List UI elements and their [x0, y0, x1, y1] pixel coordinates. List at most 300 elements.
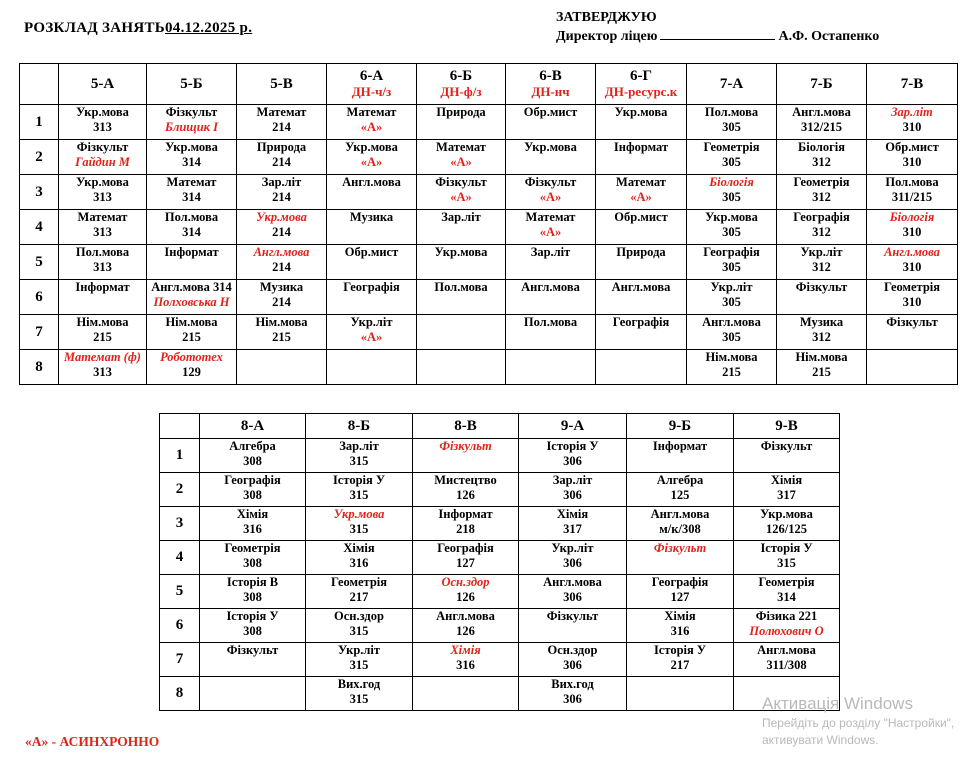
lesson-cell — [147, 315, 237, 350]
subject-name: Хімія — [236, 507, 269, 521]
room-or-teacher: 312 — [812, 155, 831, 169]
lesson-row — [20, 280, 958, 315]
lesson-cell — [519, 575, 627, 609]
subject-name: Укр.літ — [337, 643, 381, 657]
lesson-cell — [306, 677, 413, 711]
lesson-cell — [627, 643, 734, 677]
lesson-cell — [519, 541, 627, 575]
subject-name: Фізкульт — [760, 439, 813, 453]
subject-name: Зар.літ — [891, 105, 933, 119]
lesson-number: 5 — [160, 575, 200, 609]
lesson-number: 3 — [160, 507, 200, 541]
subject-name: Зар.літ — [261, 175, 302, 189]
lesson-cell — [506, 140, 596, 175]
subject-name: Географія — [612, 315, 670, 329]
lesson-cell — [506, 315, 596, 350]
subject-name: Інформат — [652, 439, 708, 453]
lesson-cell — [777, 280, 867, 315]
subject-name: Історія У — [653, 643, 707, 657]
lesson-cell — [734, 575, 840, 609]
room-or-teacher: 215 — [812, 365, 831, 379]
class-header — [734, 414, 840, 439]
lesson-cell — [519, 677, 627, 711]
subject-name: Математ — [256, 105, 307, 119]
approval-block — [556, 8, 879, 46]
lesson-cell — [327, 350, 417, 385]
subject-name: Інформат — [613, 140, 669, 154]
room-or-teacher: 315 — [349, 522, 369, 536]
class-label: 6-В — [539, 68, 562, 84]
lesson-cell — [627, 609, 734, 643]
room-or-teacher: 305 — [722, 225, 741, 239]
subject-name: Музика — [349, 210, 394, 224]
lesson-number: 4 — [160, 541, 200, 575]
subject-name: Нім.мова — [705, 350, 758, 364]
subject-name: Англ.мова — [521, 280, 580, 294]
subject-name: Фізкульт — [546, 609, 599, 623]
class-sublabel: ДН-ресурс.к — [604, 84, 678, 99]
lesson-cell — [417, 280, 506, 315]
lesson-cell — [413, 541, 519, 575]
room-or-teacher: 313 — [93, 190, 112, 204]
lesson-cell — [687, 280, 777, 315]
class-sublabel: ДН-ф/з — [440, 84, 482, 99]
watermark-line-2: активувати Windows. — [762, 733, 879, 747]
lesson-cell — [734, 507, 840, 541]
lesson-cell — [417, 210, 506, 245]
class-label: 6-Г — [629, 68, 653, 84]
lesson-cell — [734, 439, 840, 473]
lesson-cell — [237, 245, 327, 280]
subject-name: Фізика 221 — [755, 609, 818, 623]
subject-name: Вих.год — [337, 677, 381, 691]
lesson-row — [20, 140, 958, 175]
subject-name: Вих.год — [551, 677, 594, 691]
subject-name: Історія У — [332, 473, 386, 487]
subject-name: Англ.мова — [792, 105, 851, 119]
room-or-teacher: 312 — [812, 225, 831, 239]
subject-name: Математ — [525, 210, 576, 224]
subject-name: Осн.здор — [547, 643, 598, 657]
room-or-teacher: 315 — [349, 454, 369, 468]
room-or-teacher: 310 — [902, 155, 922, 169]
room-or-teacher: 127 — [670, 590, 690, 604]
watermark-title: Активація Windows — [762, 694, 913, 713]
subject-name: Алгебра — [229, 439, 276, 453]
room-or-teacher: 311/308 — [766, 658, 807, 672]
director-line — [556, 27, 879, 46]
subject-name: Географія — [793, 210, 850, 224]
class-label: 9-А — [560, 417, 585, 434]
lesson-cell — [147, 140, 237, 175]
subject-name: Обр.мист — [885, 140, 939, 154]
lesson-cell — [777, 140, 867, 175]
subject-name: Геометрія — [883, 280, 941, 294]
lesson-cell — [867, 350, 958, 385]
class-label: 6-А — [359, 68, 384, 84]
subject-name: Пол.мова — [885, 175, 939, 189]
subject-name: Фізкульт — [435, 175, 487, 189]
lesson-cell — [327, 280, 417, 315]
room-or-teacher: 214 — [272, 225, 291, 239]
lesson-number: 3 — [20, 175, 59, 210]
lesson-cell — [237, 280, 327, 315]
subject-name: Укр.літ — [350, 315, 393, 329]
subject-name: Мистецтво — [434, 473, 497, 487]
room-or-teacher: Полховська Н — [153, 295, 230, 309]
lesson-cell — [59, 280, 147, 315]
lesson-cell — [327, 175, 417, 210]
watermark-line-1: Перейдіть до розділу "Настройки", — [762, 716, 955, 730]
room-or-teacher: Блищик І — [165, 120, 218, 134]
corner-cell — [160, 414, 200, 439]
room-or-teacher: 305 — [722, 260, 741, 274]
subject-name: Англ.мова — [884, 245, 940, 259]
subject-name: Математ (ф) — [64, 350, 141, 364]
lesson-row — [160, 643, 840, 677]
room-or-teacher: Гайдин М — [75, 155, 130, 169]
subject-name: Хімія — [770, 473, 803, 487]
subject-name: Нім.мова — [165, 315, 218, 329]
subject-name: Математ — [166, 175, 217, 189]
class-label: 8-А — [240, 417, 265, 434]
lesson-cell — [734, 541, 840, 575]
lesson-cell — [237, 210, 327, 245]
subject-name: Нім.мова — [795, 350, 848, 364]
subject-name: Історія У — [546, 439, 599, 453]
lesson-cell — [306, 575, 413, 609]
director-name: А.Ф. Остапенко — [778, 29, 880, 44]
lesson-cell — [519, 473, 627, 507]
lesson-cell — [59, 245, 147, 280]
lesson-cell — [200, 541, 306, 575]
room-or-teacher: 308 — [243, 556, 262, 570]
lesson-cell — [627, 473, 734, 507]
approve-heading: ЗАТВЕРДЖУЮ — [556, 10, 657, 25]
room-or-teacher: 127 — [456, 556, 475, 570]
lesson-cell — [147, 105, 237, 140]
room-or-teacher: 314 — [777, 590, 796, 604]
lesson-cell — [777, 350, 867, 385]
lesson-cell — [306, 609, 413, 643]
lesson-cell — [596, 140, 687, 175]
class-header — [306, 414, 413, 439]
lesson-cell — [687, 210, 777, 245]
subject-name: Математ — [77, 210, 128, 224]
subject-name: Укр.мова — [76, 105, 129, 119]
lesson-cell — [596, 245, 687, 280]
legend-note: «А» - АСИНХРОННО — [25, 734, 160, 749]
room-or-teacher: 125 — [670, 488, 690, 502]
subject-name: Фізкульт — [76, 140, 129, 154]
subject-name: Геометрія — [703, 140, 760, 154]
subject-name: Математ — [436, 140, 486, 154]
page-title — [24, 20, 252, 37]
subject-name: Пол.мова — [704, 105, 759, 119]
room-or-teacher: 214 — [272, 260, 291, 274]
lesson-cell — [734, 609, 840, 643]
subject-name: Укр.мова — [333, 507, 385, 521]
subject-name: Фізкульт — [653, 541, 707, 555]
room-or-teacher: 313 — [93, 365, 112, 379]
lesson-row — [160, 473, 840, 507]
room-or-teacher: 217 — [670, 658, 690, 672]
lesson-cell — [417, 315, 506, 350]
room-or-teacher: «А» — [630, 190, 652, 204]
room-or-teacher: 308 — [243, 488, 262, 502]
lesson-cell — [687, 350, 777, 385]
lesson-cell — [237, 315, 327, 350]
subject-name: Історія У — [760, 541, 813, 555]
room-or-teacher: 316 — [456, 658, 475, 672]
room-or-teacher: 306 — [563, 454, 582, 468]
room-or-teacher: 215 — [272, 330, 291, 344]
lesson-cell — [627, 575, 734, 609]
room-or-teacher: 218 — [456, 522, 475, 536]
windows-activation-watermark — [762, 693, 954, 749]
subject-name: Математ — [616, 175, 666, 189]
class-label: 7-Б — [810, 76, 833, 92]
subject-name: Історія У — [226, 609, 279, 623]
room-or-teacher: 306 — [563, 590, 582, 604]
schedule-table-grades-8-9 — [159, 413, 840, 711]
lesson-cell — [59, 175, 147, 210]
subject-name: Обр.мист — [614, 210, 668, 224]
room-or-teacher: 214 — [272, 120, 291, 134]
subject-name: Укр.мова — [165, 140, 218, 154]
room-or-teacher: 313 — [93, 260, 112, 274]
class-label: 5-В — [270, 76, 293, 92]
room-or-teacher: 312 — [812, 330, 831, 344]
room-or-teacher: 315 — [349, 488, 369, 502]
lesson-cell — [506, 350, 596, 385]
subject-name: Укр.мова — [524, 140, 577, 154]
subject-name: Географія — [343, 280, 400, 294]
lesson-cell — [413, 507, 519, 541]
lesson-cell — [867, 105, 958, 140]
lesson-cell — [147, 210, 237, 245]
lesson-cell — [596, 350, 687, 385]
lesson-cell — [627, 439, 734, 473]
lesson-cell — [867, 280, 958, 315]
lesson-cell — [417, 175, 506, 210]
lesson-cell — [519, 439, 627, 473]
subject-name: Укр.мова — [705, 210, 758, 224]
lesson-number: 6 — [160, 609, 200, 643]
room-or-teacher: 310 — [902, 260, 922, 274]
lesson-cell — [147, 350, 237, 385]
lesson-row — [160, 609, 840, 643]
room-or-teacher: «А» — [539, 190, 562, 204]
room-or-teacher: «А» — [539, 225, 562, 239]
lesson-cell — [306, 541, 413, 575]
subject-name: Нім.мова — [255, 315, 308, 329]
lesson-cell — [506, 175, 596, 210]
class-label: 7-А — [719, 76, 744, 92]
lesson-cell — [417, 105, 506, 140]
class-label: 6-Б — [449, 68, 473, 84]
lesson-cell — [596, 175, 687, 210]
class-header — [237, 64, 327, 105]
lesson-row — [160, 677, 840, 711]
lesson-cell — [200, 643, 306, 677]
room-or-teacher: 310 — [902, 295, 922, 309]
lesson-cell — [59, 105, 147, 140]
subject-name: Фізкульт — [165, 105, 218, 119]
subject-name: Осн.здор — [441, 575, 490, 589]
room-or-teacher: 126 — [456, 590, 475, 604]
subject-name: Геометрія — [758, 575, 815, 589]
class-header — [147, 64, 237, 105]
lesson-number: 7 — [20, 315, 59, 350]
subject-name: Фізкульт — [226, 643, 279, 657]
subject-name: Англ.мова — [757, 643, 816, 657]
lesson-row — [20, 315, 958, 350]
lesson-number: 5 — [20, 245, 59, 280]
room-or-teacher: 313 — [93, 120, 112, 134]
class-header — [777, 64, 867, 105]
lesson-cell — [596, 210, 687, 245]
class-label: 5-А — [90, 76, 115, 92]
subject-name: Зар.літ — [552, 473, 593, 487]
room-or-teacher: 311/215 — [891, 190, 933, 204]
subject-name: Хімія — [450, 643, 481, 657]
subject-name: Біологія — [798, 140, 845, 154]
lesson-cell — [200, 507, 306, 541]
class-header — [417, 64, 506, 105]
class-header — [59, 64, 147, 105]
subject-name: Алгебра — [656, 473, 704, 487]
lesson-cell — [417, 350, 506, 385]
class-header — [413, 414, 519, 439]
room-or-teacher: 214 — [272, 295, 291, 309]
subject-name: Обр.мист — [523, 105, 578, 119]
lesson-cell — [237, 175, 327, 210]
lesson-cell — [147, 280, 237, 315]
room-or-teacher: «А» — [360, 120, 383, 134]
lesson-cell — [147, 245, 237, 280]
room-or-teacher: 215 — [722, 365, 741, 379]
lesson-cell — [237, 105, 327, 140]
lesson-cell — [596, 280, 687, 315]
room-or-teacher: 306 — [563, 488, 582, 502]
subject-name: Англ.мова — [253, 245, 310, 259]
lesson-cell — [306, 643, 413, 677]
title-text: РОЗКЛАД ЗАНЯТЬ — [24, 20, 165, 36]
subject-name: Зар.літ — [441, 210, 481, 224]
subject-name: Фізкульт — [886, 315, 938, 329]
lesson-cell — [59, 140, 147, 175]
room-or-teacher: 315 — [349, 692, 369, 706]
lesson-row — [20, 245, 958, 280]
subject-name: Англ.мова — [611, 280, 671, 294]
subject-name: Музика — [799, 315, 844, 329]
subject-name: Обр.мист — [344, 245, 399, 259]
room-or-teacher: 314 — [182, 155, 201, 169]
class-label: 9-Б — [668, 417, 692, 434]
room-or-teacher: 217 — [349, 590, 369, 604]
room-or-teacher: 308 — [243, 624, 262, 638]
lesson-cell — [777, 315, 867, 350]
lesson-cell — [627, 507, 734, 541]
class-sublabel: ДН-ч/з — [351, 84, 392, 99]
room-or-teacher: 306 — [563, 658, 582, 672]
subject-name: Фізкульт — [795, 280, 848, 294]
room-or-teacher: 317 — [777, 488, 796, 502]
lesson-cell — [147, 175, 237, 210]
lesson-cell — [237, 350, 327, 385]
subject-name: Укр.мова — [256, 210, 307, 224]
room-or-teacher: 305 — [722, 190, 741, 204]
lesson-cell — [687, 315, 777, 350]
lesson-number: 7 — [160, 643, 200, 677]
lesson-number: 1 — [20, 105, 59, 140]
lesson-cell — [506, 245, 596, 280]
subject-name: Хімія — [556, 507, 589, 521]
lesson-cell — [306, 439, 413, 473]
subject-name: Природа — [616, 245, 666, 259]
room-or-teacher: 310 — [902, 225, 922, 239]
room-or-teacher: «А» — [450, 190, 472, 204]
room-or-teacher: 306 — [563, 692, 582, 706]
subject-name: Інформат — [438, 507, 493, 521]
room-or-teacher: 314 — [182, 190, 201, 204]
room-or-teacher: 312 — [812, 190, 831, 204]
subject-name: Історія В — [226, 575, 279, 589]
room-or-teacher: 306 — [563, 556, 582, 570]
lesson-cell — [413, 609, 519, 643]
subject-name: Географія — [703, 245, 760, 259]
class-label: 8-В — [454, 417, 477, 434]
subject-name: Хімія — [664, 609, 696, 623]
signature-line — [660, 39, 775, 40]
room-or-teacher: 310 — [902, 120, 922, 134]
room-or-teacher: 126 — [456, 624, 475, 638]
room-or-teacher: 314 — [182, 225, 201, 239]
lesson-cell — [867, 245, 958, 280]
lesson-cell — [777, 210, 867, 245]
lesson-row — [160, 439, 840, 473]
lesson-cell — [519, 609, 627, 643]
subject-name: Англ.мова — [436, 609, 495, 623]
lesson-cell — [596, 315, 687, 350]
director-label: Директор ліцею — [556, 29, 658, 44]
subject-name: Хімія — [343, 541, 375, 555]
lesson-number: 4 — [20, 210, 59, 245]
subject-name: Природа — [436, 105, 486, 119]
room-or-teacher: 315 — [777, 556, 796, 570]
lesson-cell — [413, 575, 519, 609]
room-or-teacher: 215 — [93, 330, 112, 344]
lesson-cell — [413, 643, 519, 677]
lesson-cell — [734, 473, 840, 507]
lesson-cell — [413, 439, 519, 473]
lesson-row — [160, 541, 840, 575]
lesson-cell — [627, 541, 734, 575]
room-or-teacher: 315 — [349, 658, 369, 672]
lesson-cell — [777, 105, 867, 140]
lesson-row — [20, 350, 958, 385]
lesson-cell — [327, 105, 417, 140]
subject-name: Зар.літ — [530, 245, 571, 259]
lesson-cell — [519, 643, 627, 677]
lesson-cell — [867, 315, 958, 350]
subject-name: Математ — [346, 105, 397, 119]
lesson-cell — [506, 280, 596, 315]
subject-name: Геометрія — [224, 541, 281, 555]
room-or-teacher: 316 — [670, 624, 690, 638]
lesson-row — [160, 507, 840, 541]
